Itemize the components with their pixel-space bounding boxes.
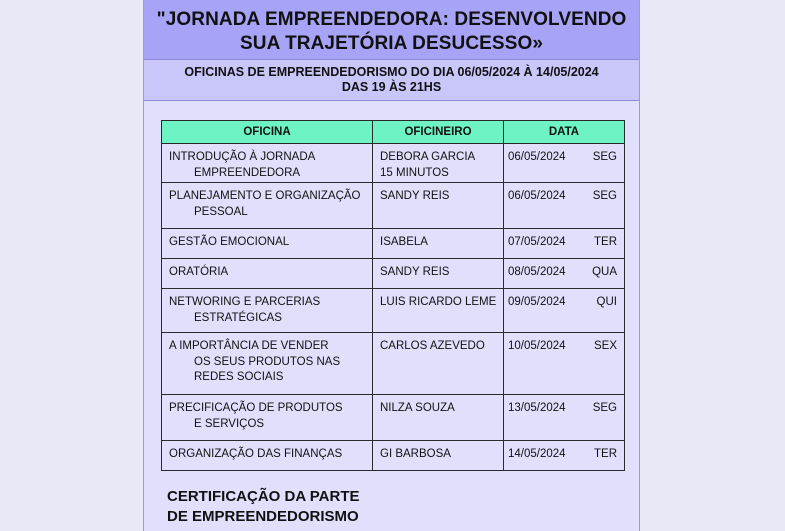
cell-data	[504, 183, 625, 229]
cell-oficineiro: SANDY REIS	[373, 183, 504, 229]
cell-oficineiro: CARLOS AZEVEDO	[373, 333, 504, 395]
cell-data	[504, 395, 625, 441]
date-value: 06/05/2024	[508, 151, 566, 163]
subtitle-line-1: OFICINAS DE EMPREENDEDORISMO DO DIA 06/05/2024 À 14/05/2024	[184, 65, 599, 79]
cell-oficina: INTRODUÇÃO À JORNADA EMPREENDEDORA	[162, 144, 373, 183]
cell-oficina: ORATÓRIA	[162, 259, 373, 289]
table-header-row	[162, 121, 625, 144]
cell-oficineiro: LUIS RICARDO LEME	[373, 289, 504, 333]
weekday-value: SEG	[592, 402, 617, 414]
table-row	[162, 144, 625, 183]
cell-oficina: PRECIFICAÇÃO DE PRODUTOS E SERVIÇOS	[162, 395, 373, 441]
table-row	[162, 183, 625, 229]
cell-oficineiro: DEBORA GARCIA 15 MINUTOS	[373, 144, 504, 183]
cell-data	[504, 144, 625, 183]
cell-oficina: A IMPORTÂNCIA DE VENDER OS SEUS PRODUTOS NAS REDES SOCIAIS	[162, 333, 373, 395]
title-banner	[144, 0, 639, 59]
cell-oficineiro: SANDY REIS	[373, 259, 504, 289]
subtitle-banner	[144, 59, 639, 101]
date-value: 09/05/2024	[508, 296, 566, 308]
date-value: 14/05/2024	[508, 448, 566, 460]
weekday-value: TER	[594, 236, 617, 248]
cell-oficina: NETWORING E PARCERIAS ESTRATÉGICAS	[162, 289, 373, 333]
header-oficina: OFICINA	[162, 121, 373, 144]
weekday-value: QUI	[596, 296, 617, 308]
cell-oficineiro: NILZA SOUZA	[373, 395, 504, 441]
date-value: 13/05/2024	[508, 402, 566, 414]
weekday-value: SEG	[592, 151, 617, 163]
date-value: 06/05/2024	[508, 190, 566, 202]
header-data: DATA	[504, 121, 625, 144]
date-value: 10/05/2024	[508, 340, 566, 352]
table-row	[162, 395, 625, 441]
cell-oficina: GESTÃO EMOCIONAL	[162, 229, 373, 259]
date-value: 07/05/2024	[508, 236, 566, 248]
weekday-value: QUA	[592, 266, 617, 278]
cell-data	[504, 259, 625, 289]
table-row	[162, 333, 625, 395]
table-row	[162, 441, 625, 471]
table-row	[162, 289, 625, 333]
schedule-table	[161, 120, 625, 471]
cell-data	[504, 289, 625, 333]
cell-oficina: PLANEJAMENTO E ORGANIZAÇÃO PESSOAL	[162, 183, 373, 229]
cell-oficineiro: GI BARBOSA	[373, 441, 504, 471]
table-row	[162, 229, 625, 259]
date-value: 08/05/2024	[508, 266, 566, 278]
certification-heading: CERTIFICAÇÃO DA PARTE DE EMPREENDEDORISMO	[167, 488, 360, 525]
cell-data	[504, 229, 625, 259]
table-row	[162, 259, 625, 289]
cell-data	[504, 333, 625, 395]
weekday-value: TER	[594, 448, 617, 460]
page-title: "JORNADA EMPREENDEDORA: DESENVOLVENDO SUA TRAJETÓRIA DESUCESSO»	[156, 9, 627, 54]
cell-oficina: ORGANIZAÇÃO DAS FINANÇAS	[162, 441, 373, 471]
header-oficineiro: OFICINEIRO	[373, 121, 504, 144]
cell-data	[504, 441, 625, 471]
weekday-value: SEG	[592, 190, 617, 202]
subtitle-line-2: DAS 19 ÀS 21HS	[341, 80, 442, 94]
cell-oficineiro: ISABELA	[373, 229, 504, 259]
weekday-value: SEX	[593, 340, 617, 352]
